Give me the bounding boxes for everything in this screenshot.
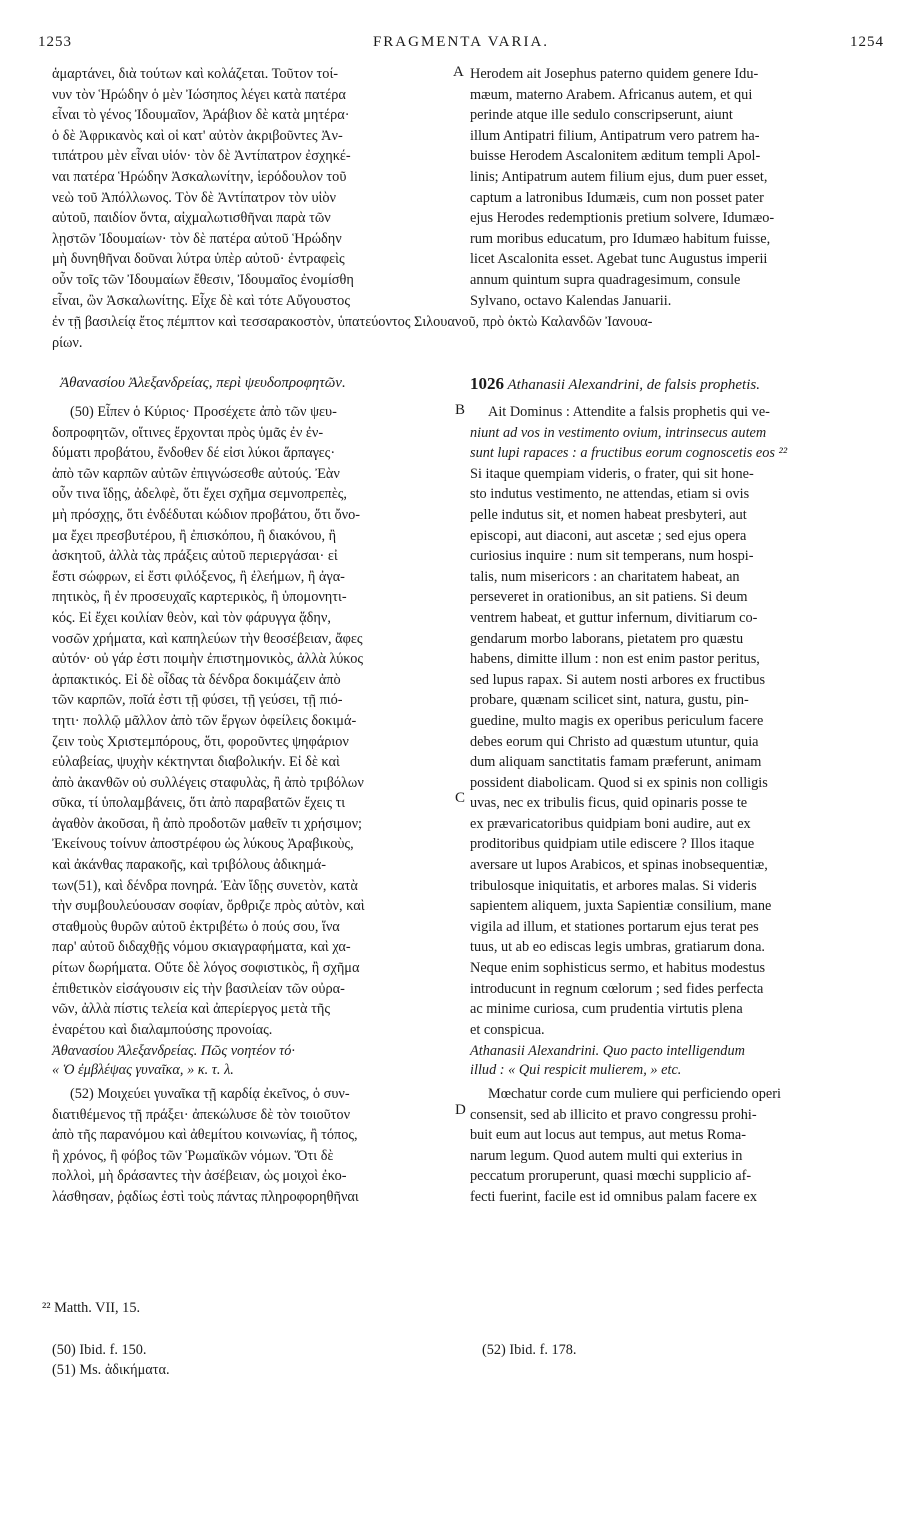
greek-column-section-b [52,402,450,1040]
greek-line: ἁρπακτικός. Εἰ δὲ οἶδας τὰ δένδρα δοκιμάζειν ἀπὸ [52,671,341,688]
page-number-right: 1254 [850,34,884,50]
latin-line: Herodem ait Josephus paterno quidem genere Idu- [470,66,759,82]
latin-line: captum a latronibus Idumæis, cum non posset pater [470,189,764,206]
latin-line: uvas, nec ex tribulis ficus, quid opinaris posse te [470,795,748,812]
footnote: (50) Ibid. f. 150. [52,1342,147,1358]
latin-line: Mœchatur corde cum muliere qui perficiendo operi [488,1086,781,1102]
greek-line: λάσθησαν, ῥᾳδίως ἐστὶ τοὺς πάντας πληροφορηθῆναι [52,1188,359,1205]
section-heading: Ἀθανασίου Ἀλεξανδρείας, περὶ ψευδοπροφητῶν. [60,375,346,391]
greek-line: τῶν καρπῶν, ποῖά ἐστι τῇ φύσει, τῇ γεύσει, τῇ πιό- [52,692,343,709]
latin-line: sed lupus rapax. Si autem nosti arbores ex fructibus [470,671,766,688]
greek-line: σταθμοὺς θυρῶν αὐτοῦ ἐκτριβέτω ὁ πούς σου, ἵνα [52,918,340,935]
latin-line: Sylvano, octavo Kalendas Januarii. [470,292,672,309]
greek-heading-section-b [52,374,450,393]
greek-line: μα ἔχει πρεσβυτέρου, ἢ ἐπισκόπου, ἢ διακόνου, ἢ [52,527,337,544]
greek-line: πητικὸς, ἢ ἐν προσευχαῖς καρτερικὸς, ἢ ὑπομονητι- [52,589,347,606]
greek-line: δύματι προβάτου, ἔνδοθεν δέ εἰσι λύκοι ἅρπαγες· [52,445,336,462]
greek-line: (50) Εἶπεν ὁ Κύριος· Προσέχετε ἀπὸ τῶν ψευ- [70,404,337,420]
section-heading-cont: illud : « Qui respicit mulierem, » etc. [470,1062,682,1078]
latin-line: licet Ascalonita esset. Agebat tunc Augustus imperii [470,251,768,268]
latin-line: et conspicua. [470,1021,545,1038]
greek-line: διατιθέμενος τῇ πράξει· ἀπεκώλυσε δὲ τὸν τοιοῦτον [52,1106,351,1123]
latin-line: rum moribus educatum, pro Idumæo habitum fuisse, [470,230,771,247]
greek-line: παρ' αὐτοῦ διδαχθῇς νόμου σκιαγραφήματα, καὶ χα- [52,939,351,956]
greek-line: ἀσκητοῦ, ἀλλὰ τὰς πράξεις αὐτοῦ περιεργάσαι· εἰ [52,548,338,565]
greek-span-tail: ρίων. [52,334,83,351]
latin-line: probare, quænam scilicet sint, natura, gustu, pin- [470,692,749,709]
latin-line: buit eum aut locus aut tempus, aut metus Roma- [470,1127,746,1144]
latin-line: fecti fuerint, facile est id omnibus palam facere ex [470,1188,757,1205]
latin-line: pelle indutus sit, et nomen habeat presbyteri, aut [470,506,747,523]
latin-line: peccatum proruperunt, quasi mœchi supplicio af- [470,1168,752,1185]
latin-line: perseveret in orationibus, an sit patiens. Si deum [470,589,748,606]
greek-heading-section-c [52,1042,450,1080]
greek-line: νῶν, ἀλλὰ πίστις τελεία καὶ ἀπερίεργος μετὰ τῆς [52,1001,330,1018]
greek-line: αὐτόν· οὐ γάρ ἐστι ποιμὴν ἐπιστημονικὸς, ἀλλὰ λύκος [52,651,364,668]
latin-line: narum legum. Quod autem multi qui exterius in [470,1147,743,1164]
margin-marker-b: B [455,402,466,418]
latin-line: possident diabolicam. Quod si ex spinis non colligis [470,774,768,791]
latin-line: mæum, materno Arabem. Africanus autem, et qui [470,86,753,103]
greek-line: εὐλαβείας, ψυχὴν κέκτηνται διαβολικήν. Εἰ δὲ καὶ [52,754,340,771]
greek-line: δοπροφητῶν, οἵτινες ἔρχονται πρὸς ὑμᾶς ἐν ἐν- [52,424,324,441]
greek-line: μὴ δυνηθῆναι δοῦναι λύτρα ὑπὲρ αὐτοῦ· ἐντραφεὶς [52,251,345,268]
greek-line: εἶναι, ὢν Ἀσκαλωνίτης. Εἶχε δὲ καὶ τότε Αὔγουστος [52,292,350,309]
greek-line: εἶναι τὸ γένος Ἰδουμαῖον, Ἀράβιον δὲ κατὰ μητέρα· [52,107,350,124]
latin-line: debes eorum qui Christo ad quæstum utuntur, quia [470,733,759,750]
footnote: ²² Matth. VII, 15. [42,1300,141,1316]
greek-line: πολλοὶ, μὴ δράσαντες τὴν ἀσέβειαν, ὡς μοιχοὶ ἐκο- [52,1168,347,1185]
running-header [38,34,884,56]
greek-span-line: ἐν τῇ βασιλείᾳ ἔτος πέμπτον καὶ τεσσαρακοστὸν, ὑπατεύοντος Σιλουανοῦ, πρὸ ὀκτὼ Καλανδῶν Ἰανουα- [52,314,653,330]
greek-line: κός. Εἰ ἔχει κοιλίαν θεὸν, καὶ τὸν φάρυγγα ᾅδην, [52,609,331,626]
greek-line: ζειν τοὺς Χριστεμπόρους, ὅτι, φοροῦντες ψηφάριον [52,733,349,750]
latin-footnotes [482,1340,872,1360]
latin-line: ac minime curiosa, cum prudentia virtutis plena [470,1001,743,1018]
greek-span-block [52,312,882,353]
latin-line: linis; Antipatrum autem filium ejus, dum puer esset, [470,168,768,185]
running-title: FRAGMENTA VARIA. [372,34,550,50]
latin-line: dum aliquam sanctitatis famam præferunt, animam [470,754,762,771]
greek-line: ἀπὸ τῶν καρπῶν αὐτῶν ἐπιγνώσεσθε αὐτούς. Ἐὰν [52,465,340,482]
latin-heading-section-b [470,374,882,395]
greek-line: των(51), καὶ δένδρα πονηρά. Ἐὰν ἴδῃς συνετὸν, κατὰ [52,877,358,894]
latin-line: proditoribus quidpiam utile ediscere ? Illos itaque [470,836,755,853]
latin-line: introducunt in regnum cœlorum ; sed fides perfecta [470,980,764,997]
footnote: (52) Ibid. f. 178. [482,1342,577,1358]
footnote: (51) Ms. ἀδικήματα. [52,1362,170,1378]
greek-line: τητι· πολλῷ μᾶλλον ἀπὸ τῶν ἔργων ὀφείλεις δοκιμά- [52,712,357,729]
latin-line: tuus, ut ab eo ediscas legis umbras, gratiarum dona. [470,939,765,956]
latin-line: sapientem aliquem, juxta Sapientiæ consilium, mane [470,898,772,915]
greek-line: οὖν τοῖς τῶν Ἰδουμαίων ἔθεσιν, Ἰδουμαῖος ἐνομίσθη [52,271,354,288]
section-heading: Athanasii Alexandrini. Quo pacto intelligendum [470,1043,745,1059]
greek-line: οὖν τινα ἴδῃς, ἀδελφὲ, ὅτι ἔχει σχῆμα σεμνοπρεπὲς, [52,486,347,503]
section-heading: Athanasii Alexandrini, de falsis prophetis. [507,377,760,393]
latin-line: ex prævaricatoribus quidpiam boni audire, aut ex [470,815,751,832]
greek-line: ἁμαρτάνει, διὰ τούτων καὶ κολάζεται. Τοῦτον τοί- [52,66,339,82]
latin-line: Si itaque quempiam videris, o frater, qui sit hone- [470,465,754,482]
latin-line: sunt lupi rapaces : a fructibus eorum cognoscetis eos ²² [470,445,788,462]
greek-line: ἐπιθετικὸν εἰσάγουσιν εἰς τὴν βασιλείαν τῶν οὐρα- [52,980,345,997]
greek-line: ἀγαθὸν ἀκοῦσαι, ἢ ἀπὸ προδοτῶν μαθεῖν τι χρήσιμον; [52,815,363,832]
greek-line: ναι πατέρα Ἡρώδην Ἀσκαλωνίτην, ἱερόδουλον τοῦ [52,168,347,185]
latin-line: buisse Herodem Ascalonitem æditum templi Apol- [470,148,761,165]
latin-line: vigila ad illum, et stationes portarum ejus terat pes [470,918,759,935]
greek-column-section-a [52,64,450,311]
greek-line: ρίτων δωρήματα. Οὔτε δὲ λόγος σοφιστικὸς, ἢ σχῆμα [52,960,360,977]
greek-line: μὴ πρόσχῃς, ὅτι ἐνδέδυται κώδιον προβάτου, ὅτι ὄνο- [52,506,361,523]
section-heading-cont: « Ὁ ἐμβλέψας γυναῖκα, » κ. τ. λ. [52,1062,234,1078]
latin-column-section-a [470,64,882,311]
latin-line: guedine, multo magis ex operibus periculum facere [470,712,764,729]
latin-line: tribulosque iniquitatis, et arbores malas. Si videris [470,877,757,894]
latin-line: ejus Herodes redemptionis pretium solvere, Idumæo- [470,210,775,227]
latin-line: habens, dimitte illum : non est enim pastor peritus, [470,651,760,668]
margin-marker-a: A [453,64,464,80]
latin-line: ventrem habeat, et guttur infernum, divitiarum co- [470,609,758,626]
greek-line: αὐτοῦ, παιδίον ὄντα, αἰχμαλωτισθῆναι παρὰ τῶν [52,210,331,227]
latin-heading-section-c [470,1042,882,1080]
greek-line: νυν τὸν Ἡρώδην ὁ μὲν Ἰώσηπος λέγει κατὰ πατέρα [52,86,346,103]
latin-column-section-c [470,1084,882,1208]
greek-line: λῃστῶν Ἰδουμαίων· τὸν δὲ πατέρα αὐτοῦ Ἡρώδην [52,230,342,247]
latin-line: niunt ad vos in vestimento ovium, intrinsecus autem [470,424,767,441]
latin-line: illum Antipatri filium, Antipatrum vero patrem ha- [470,127,760,144]
margin-marker-c: C [455,790,466,806]
greek-line: τὴν συμβουλεύουσαν σοφίαν, ὄρθριζε πρὸς αὐτὸν, καὶ [52,898,365,915]
greek-line: ἀπὸ τῆς παρανόμου καὶ ἀθεμίτου κοινωνίας, ἢ τόπος, [52,1127,358,1144]
latin-line: aversare ut lupos Arabicos, et spinas inobsequentiæ, [470,857,768,874]
latin-line: gendarum morbo laborans, pietatem pro quæstu [470,630,744,647]
greek-line: ἀπὸ ἀκανθῶν οὐ συλλέγεις σταφυλὰς, ἢ ἀπὸ τριβόλων [52,774,364,791]
scripture-footnote [42,1298,442,1318]
latin-line: consensit, sed ab illicito et pravo congressu prohi- [470,1106,757,1123]
greek-line: καὶ ἀκάνθας παρακοῆς, καὶ τριβόλους ἀδικημά- [52,857,326,874]
greek-line: ὁ δὲ Ἀφρικανὸς καὶ οἱ κατ' αὐτὸν ἀκριβοῦντες Ἀν- [52,127,343,144]
margin-marker-d: D [455,1102,466,1118]
greek-line: ἐναρέτου καὶ διαλαμπούσης προνοίας. [52,1021,273,1038]
latin-line: sto indutus vestimento, ne attendas, etiam si ovis [470,486,750,503]
greek-footnotes [52,1340,442,1380]
latin-line: talis, num misericors : an charitatem habeat, an [470,568,740,585]
greek-line: ἔστι σώφρων, εἰ ἔστι φιλόξενος, ἢ ἐλεήμων, ἢ ἀγα- [52,568,345,585]
greek-line: νεὼ τοῦ Ἀπόλλωνος. Τὸν δὲ Ἀντίπατρον τὸν υἱὸν [52,189,336,206]
greek-line: τιπάτρου μὲν εἶναι υἱόν· τὸν δὲ Ἀντίπατρον ἐσχηκέ- [52,148,351,165]
page-number-left: 1253 [38,34,72,50]
greek-line: Ἐκείνους τοίνυν ἀποστρέφου ὡς λύκους Ἀραβικοὺς, [52,836,354,853]
greek-line: ἢ χρόνος, ἢ φόβος τῶν Ῥωμαϊκῶν νόμων. Ὅτι δὲ [52,1147,334,1164]
latin-column-section-b [470,402,882,1040]
greek-line: (52) Μοιχεύει γυναῖκα τῇ καρδίᾳ ἐκεῖνος, ὁ συν- [70,1086,350,1102]
latin-line: Neque enim sophisticus sermo, et habitus modestus [470,960,766,977]
latin-line: curiosius inquire : num sit temperans, num hospi- [470,548,754,565]
section-heading: Ἀθανασίου Ἀλεξανδρείας. Πῶς νοητέον τό· [52,1043,295,1059]
greek-line: νοσῶν χρήματα, καὶ καπηλεύων τὴν θεοσέβειαν, ἄφες [52,630,363,647]
latin-line: perinde atque ille sedulo conscripserunt, aiunt [470,107,733,124]
greek-line: σῦκα, τί ὑπολαμβάνεις, ὅτι ἀπὸ παραβατῶν ἔχεις τι [52,795,346,812]
greek-column-section-c [52,1084,450,1208]
latin-line: Ait Dominus : Attendite a falsis prophetis qui ve- [488,404,770,420]
column-number: 1026 [470,374,504,393]
latin-line: annum quintum supra quadragesimum, consule [470,271,741,288]
latin-line: episcopi, aut diaconi, aut ascetæ ; sed ejus opera [470,527,747,544]
